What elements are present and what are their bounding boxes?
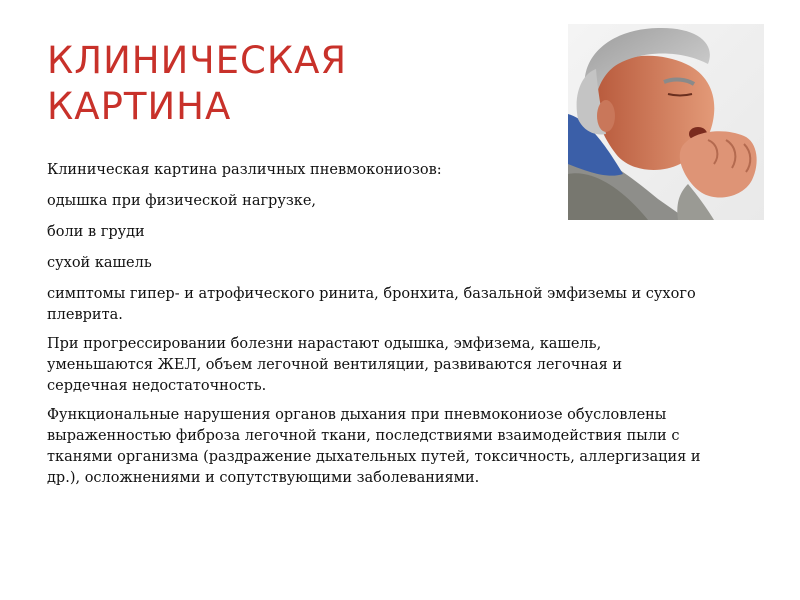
symptom-chest-pain: боли в груди (47, 224, 145, 240)
progression-paragraph: При прогрессировании болезни нарастают одышка, эмфизема, кашель, уменьшаются ЖЕЛ, объем легочной вентиляции, развиваются легочная и сердечная недостаточность. (47, 336, 623, 394)
slide-body (47, 160, 707, 497)
title-line-2: КАРТИНА (47, 85, 232, 128)
slide-title (47, 38, 527, 130)
functional-disorders-paragraph: Функциональные нарушения органов дыхания при пневмокониозе обусловлены выраженностью фиброза легочной ткани, последствиями взаимодействия пыли с тканями организма (раздражение дыхательных путей, токсичность, аллергизация и др.), осложнениями и сопутствующими заболеваниями. (47, 407, 701, 486)
symptom-dry-cough: сухой кашель (47, 255, 152, 271)
title-line-1: КЛИНИЧЕСКАЯ (47, 39, 348, 82)
intro-line: Клиническая картина различных пневмокониозов: (47, 162, 442, 178)
symptom-dyspnea: одышка при физической нагрузке, (47, 193, 317, 209)
symptom-rhinitis-bronchitis: симптомы гипер- и атрофического ринита, бронхита, базальной эмфиземы и сухого плеврита. (47, 286, 696, 323)
